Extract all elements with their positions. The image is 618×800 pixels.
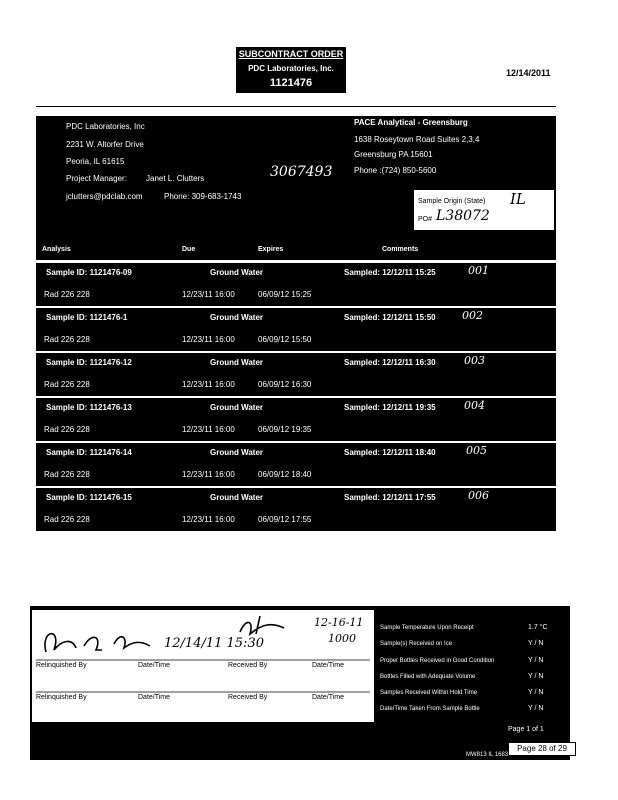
sample-matrix: Ground Water [210,358,264,367]
to-lab-address: 1638 Roseytown Road Suites 2,3,4 [354,135,480,144]
sample-collected: Sampled: 12/12/11 15:25 [344,268,436,277]
test-expires: 06/09/12 16:30 [258,380,312,389]
sample-band [36,487,556,510]
from-lab-name: PDC Laboratories, Inc [66,122,145,131]
sample-band [36,442,556,465]
sample-collected: Sampled: 12/12/11 18:40 [344,448,436,457]
checklist-label: Date/Time Taken From Sample Bottle [380,706,480,712]
test-name: Rad 226 228 [44,470,90,479]
relinquished-by-label: Relinquished By [36,694,87,701]
sample-tag: 005 [466,444,487,457]
sample-band [36,397,556,420]
col-analysis: Analysis [42,246,71,253]
signature-stroke-2 [240,616,284,634]
sample-id: Sample ID: 1121476-09 [46,268,132,277]
relinquished-by-label: Relinquished By [36,662,87,669]
sample-matrix: Ground Water [210,493,264,502]
col-comments: Comments [382,246,419,253]
sample-collected: Sampled: 12/12/11 16:30 [344,358,436,367]
sample-collected: Sampled: 12/12/11 19:35 [344,403,436,412]
test-name: Rad 226 228 [44,425,90,434]
test-due: 12/23/11 16:00 [182,425,235,434]
project-manager-label: Project Manager: [66,174,127,183]
from-lab-phone: Phone: 309-683-1743 [164,192,242,201]
sample-band [36,262,556,285]
test-row [36,284,556,306]
fax-id: MW813 IL 1683 [466,752,509,758]
test-row [36,329,556,351]
address-block [36,116,556,238]
page-number-box: Page 28 of 29 [508,742,576,756]
sample-tag: 006 [468,489,489,502]
sample-collected: Sampled: 12/12/11 15:50 [344,313,436,322]
handwritten-received-time: 1000 [328,632,356,645]
checklist-label: Sample(s) Received on Ice [380,641,453,647]
handwritten-received-date: 12-16-11 [314,616,364,629]
test-due: 12/23/11 16:00 [182,470,235,479]
sample-tag: 001 [468,264,489,277]
order-number: 1121476 [269,77,313,89]
sample-id: Sample ID: 1121476-14 [46,448,132,457]
test-row [36,464,556,486]
signature-area [32,610,374,722]
test-name: Rad 226 228 [44,335,90,344]
checklist-value: 1.7 °C [528,624,548,631]
inner-page-number: Page 1 of 1 [508,726,544,733]
sample-tag: 004 [464,399,485,412]
order-date: 12/14/2011 [506,68,551,78]
sample-collected: Sampled: 12/12/11 17:55 [344,493,436,502]
test-name: Rad 226 228 [44,515,90,524]
sample-matrix: Ground Water [210,448,264,457]
po-value: L38072 [436,208,490,224]
test-expires: 06/09/12 17:55 [258,515,312,524]
date-time-label: Date/Time [138,694,171,701]
received-by-label: Received By [228,662,268,669]
from-lab-city: Peoria, IL 61615 [66,157,125,166]
test-row [36,374,556,396]
sample-id: Sample ID: 1121476-1 [46,313,128,322]
order-company: PDC Laboratories, Inc. [248,64,334,73]
checklist-value: Y / N [528,705,544,712]
checklist-label: Samples Received Within Hold Time [380,690,478,696]
from-lab-address: 2231 W. Altorfer Drive [66,140,144,149]
test-expires: 06/09/12 15:25 [258,290,312,299]
signature-stroke-1 [45,634,150,652]
test-name: Rad 226 228 [44,290,90,299]
to-lab-phone: Phone :(724) 850-5600 [354,166,437,175]
checklist-label: Proper Bottles Received in Good Condition [380,658,495,664]
test-due: 12/23/11 16:00 [182,380,235,389]
sample-origin-label: Sample Origin (State) [418,198,486,205]
test-expires: 06/09/12 18:40 [258,470,312,479]
sample-matrix: Ground Water [210,403,264,412]
chain-of-custody-block [30,606,570,760]
column-header-row [36,238,556,260]
po-label: PO# [418,216,433,223]
project-manager-name: Janet L. Clutters [146,174,205,183]
sample-tag: 003 [464,354,485,367]
origin-po-box [414,190,554,230]
date-time-label: Date/Time [312,662,345,669]
test-expires: 06/09/12 19:35 [258,425,312,434]
sample-matrix: Ground Water [210,268,264,277]
sample-origin-value: IL [510,190,526,208]
checklist-value: Y / N [528,640,544,647]
checklist-value: Y / N [528,657,544,664]
handwritten-sig-date: 12/14/11 15:30 [164,636,264,651]
to-lab-name: PACE Analytical - Greensburg [354,118,468,127]
header-divider [36,106,556,107]
to-lab-city: Greensburg PA 15601 [354,150,433,159]
test-name: Rad 226 228 [44,380,90,389]
test-due: 12/23/11 16:00 [182,515,235,524]
test-row [36,509,556,531]
sample-band [36,307,556,330]
date-time-label: Date/Time [138,662,171,669]
order-title-block [236,47,346,93]
received-by-label: Received By [228,694,268,701]
order-title: SUBCONTRACT ORDER [238,49,344,59]
sample-band [36,352,556,375]
checklist-value: Y / N [528,689,544,696]
date-time-label: Date/Time [312,694,345,701]
handwritten-number: 3067493 [270,164,333,180]
test-due: 12/23/11 16:00 [182,290,235,299]
from-lab-email: jclutters@pdclab.com [66,192,143,201]
sample-tag: 002 [462,309,483,322]
col-due: Due [182,246,196,253]
checklist-label: Sample Temperature Upon Receipt [380,625,474,631]
test-row [36,419,556,441]
sample-id: Sample ID: 1121476-15 [46,493,132,502]
sample-matrix: Ground Water [210,313,264,322]
test-expires: 06/09/12 15:50 [258,335,312,344]
checklist-label: Bottles Filled with Adequate Volume [380,674,476,680]
checklist-value: Y / N [528,673,544,680]
col-expires: Expires [258,246,284,253]
sample-id: Sample ID: 1121476-13 [46,403,132,412]
test-due: 12/23/11 16:00 [182,335,235,344]
sample-id: Sample ID: 1121476-12 [46,358,132,367]
